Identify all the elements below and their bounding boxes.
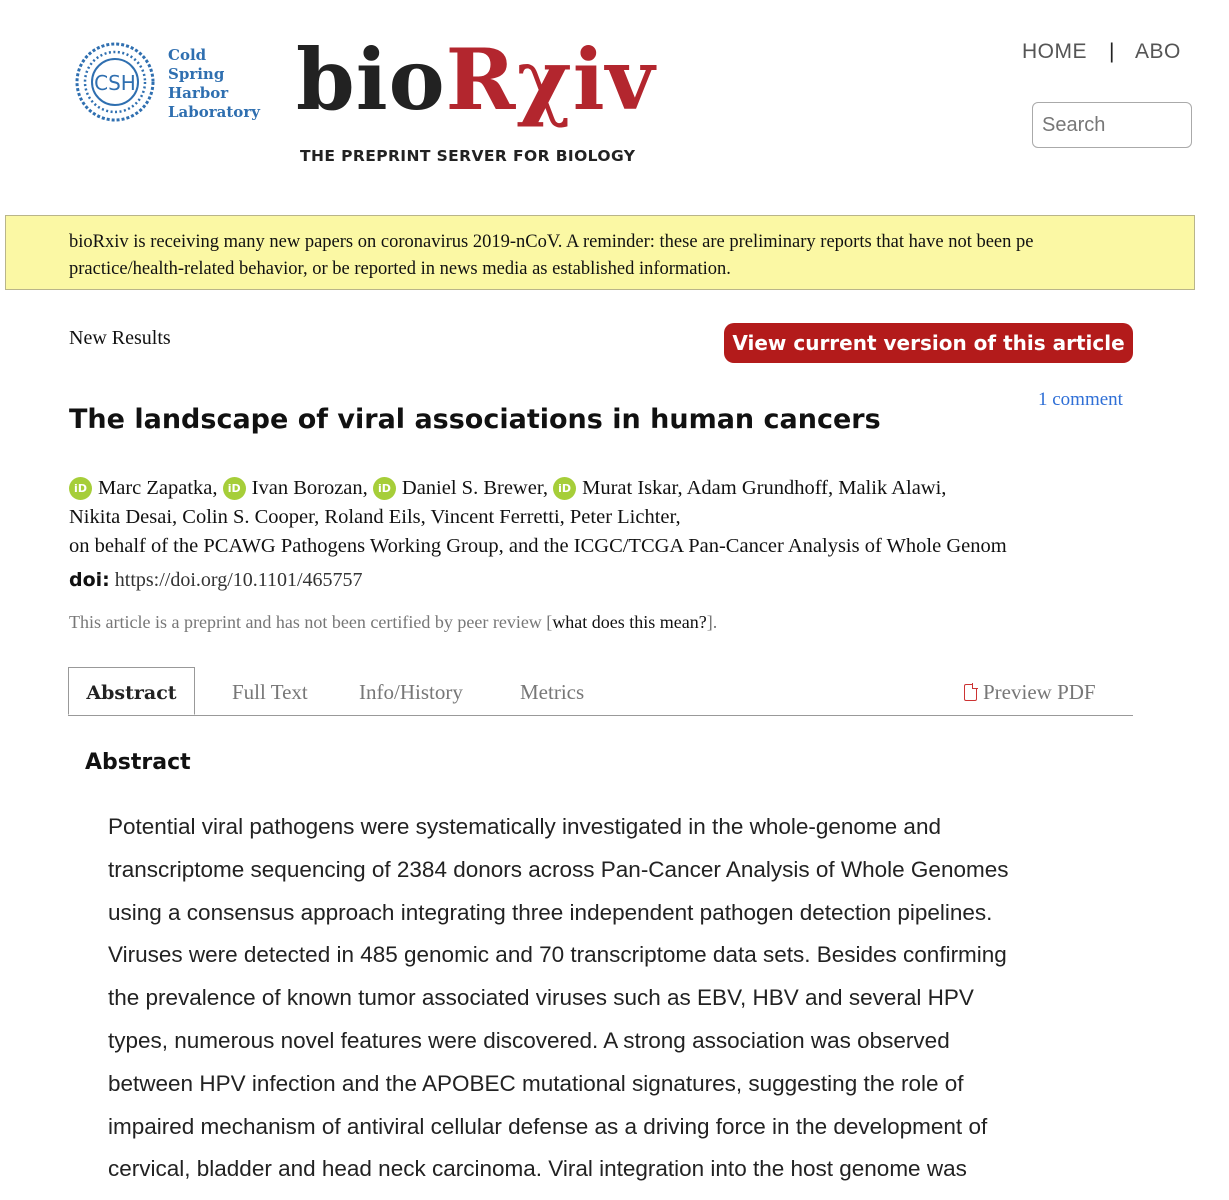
comments-link[interactable]: 1 comment — [1038, 389, 1123, 410]
article-tabs — [68, 667, 1133, 716]
author-line — [69, 474, 1229, 503]
article-type: New Results — [69, 327, 171, 349]
csh-name — [168, 46, 260, 122]
preview-pdf-label: Preview PDF — [983, 680, 1096, 704]
orcid-icon[interactable]: iD — [373, 477, 396, 500]
abstract-line: between HPV infection and the APOBEC mutational signatures, suggesting the role of — [108, 1070, 964, 1096]
csh-name-line: Harbor — [168, 84, 229, 102]
abstract-body — [108, 806, 1108, 1191]
biorxiv-logo[interactable] — [296, 30, 655, 130]
doi-line — [69, 569, 363, 592]
doi-label: doi: — [69, 569, 110, 591]
top-nav — [1022, 40, 1181, 64]
abstract-line: cervical, bladder and head neck carcinoma. Viral integration into the host genome was — [108, 1156, 967, 1182]
csh-name-line: Spring — [168, 65, 225, 83]
nav-separator: | — [1109, 40, 1115, 63]
search-box — [1032, 102, 1192, 148]
author-name[interactable]: Murat Iskar, Adam Grundhoff, Malik Alawi, — [582, 477, 947, 499]
brand-chi: χiv — [516, 30, 656, 129]
orcid-icon[interactable]: iD — [553, 477, 576, 500]
author-line[interactable]: Nikita Desai, Colin S. Cooper, Roland Eils, Vincent Ferretti, Peter Lichter, — [69, 506, 681, 528]
author-list — [69, 474, 1229, 561]
biorxiv-tagline: THE PREPRINT SERVER FOR BIOLOGY — [300, 147, 636, 165]
tab-full-text[interactable]: Full Text — [232, 680, 308, 704]
author-name[interactable]: Ivan Borozan, — [251, 477, 368, 499]
csh-name-line: Cold — [168, 46, 207, 64]
abstract-line: impaired mechanism of antiviral cellular defense as a driving force in the development of — [108, 1113, 988, 1139]
abstract-line: transcriptome sequencing of 2384 donors across Pan-Cancer Analysis of Whole Genomes — [108, 856, 1009, 882]
brand-r: R — [445, 30, 517, 129]
nav-home-link[interactable]: HOME — [1022, 40, 1087, 63]
abstract-line: the prevalence of known tumor associated viruses such as EBV, HBV and several HPV — [108, 985, 974, 1011]
csh-initials: CSH — [94, 71, 136, 95]
abstract-line: types, numerous novel features were discovered. A strong association was observed — [108, 1027, 950, 1053]
csh-name-line: Laboratory — [168, 103, 260, 121]
author-name[interactable]: Daniel S. Brewer, — [401, 477, 548, 499]
view-current-version-button[interactable]: View current version of this article — [724, 323, 1133, 363]
preprint-note-text: This article is a preprint and has not been certified by peer review [ — [69, 612, 553, 632]
preview-pdf-link[interactable] — [964, 667, 1096, 715]
notice-line: bioRxiv is receiving many new papers on coronavirus 2019-nCoV. A reminder: these are preliminary reports that have not been pe — [69, 232, 1034, 252]
orcid-icon[interactable]: iD — [69, 477, 92, 500]
author-name[interactable]: Marc Zapatka, — [98, 477, 218, 499]
tab-info-history[interactable]: Info/History — [359, 680, 463, 704]
author-line[interactable]: on behalf of the PCAWG Pathogens Working Group, and the ICGC/TCGA Pan-Cancer Analysis of Whole Genom — [69, 535, 1007, 557]
brand-prefix: bio — [296, 30, 446, 129]
abstract-line: using a consensus approach integrating three independent pathogen detection pipelines. — [108, 899, 993, 925]
search-input[interactable] — [1033, 103, 1192, 147]
abstract-line: Potential viral pathogens were systematically investigated in the whole-genome and — [108, 814, 941, 839]
abstract-heading: Abstract — [85, 750, 191, 775]
article-title: The landscape of viral associations in human cancers — [69, 404, 881, 435]
doi-link[interactable]: https://doi.org/10.1101/465757 — [114, 569, 363, 591]
csh-helix-icon — [70, 38, 170, 128]
preprint-note — [69, 612, 717, 633]
pdf-icon — [964, 684, 977, 701]
tab-metrics[interactable]: Metrics — [520, 680, 585, 704]
tab-abstract[interactable]: Abstract — [68, 667, 195, 715]
nav-about-link[interactable]: ABO — [1134, 40, 1181, 63]
abstract-line: Viruses were detected in 485 genomic and 70 transcriptome data sets. Besides confirming — [108, 942, 1007, 968]
notice-text — [69, 229, 1219, 283]
notice-line: practice/health-related behavior, or be reported in news media as established information. — [69, 259, 731, 279]
orcid-icon[interactable]: iD — [223, 477, 246, 500]
what-does-this-mean-link[interactable]: what does this mean? — [552, 612, 707, 632]
preprint-note-text: ]. — [706, 612, 718, 632]
